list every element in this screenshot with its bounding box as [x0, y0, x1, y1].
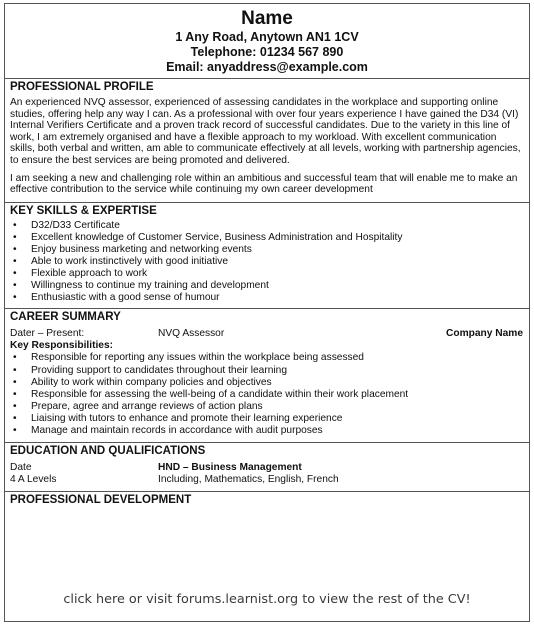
- telephone-line: Telephone: 01234 567 890: [190, 45, 344, 59]
- skill-item: • Flexible approach to work: [13, 268, 529, 280]
- responsibility-item: • Ability to work within company policies and objectives: [13, 377, 529, 389]
- responsibility-item: • Responsible for assessing the well-being of a candidate within their work placement: [13, 389, 529, 401]
- cv-header: [5, 8, 529, 75]
- education-qualification: HND – Business Management: [158, 462, 302, 474]
- education-item: 4 A Levels: [10, 474, 57, 486]
- responsibility-item: • Providing support to candidates throughout their learning: [13, 365, 529, 377]
- responsibility-item: • Prepare, agree and arrange reviews of action plans: [13, 401, 529, 413]
- profile-paragraph-2: I am seeking a new and challenging role within an ambitious and successful team that will enable me to make an effective contribution to the service while continuing my own career development: [10, 172, 518, 196]
- section-title-development: PROFESSIONAL DEVELOPMENT: [10, 494, 192, 507]
- career-job-row: [5, 328, 529, 340]
- cv-page: [4, 3, 530, 622]
- education-detail: Including, Mathematics, English, French: [158, 474, 339, 486]
- section-title-skills: KEY SKILLS & EXPERTISE: [10, 204, 157, 217]
- skill-item: • Able to work instinctively with good initiative: [13, 256, 529, 268]
- section-title-career: CAREER SUMMARY: [10, 311, 121, 324]
- section-title-education: EDUCATION AND QUALIFICATIONS: [10, 445, 206, 458]
- skill-item: • Excellent knowledge of Customer Service, Business Administration and Hospitality: [13, 232, 529, 244]
- skills-list: [5, 220, 529, 305]
- skill-item: • Enjoy business marketing and networking events: [13, 244, 529, 256]
- divider: [5, 202, 529, 203]
- skill-item: • Enthusiastic with a good sense of humour: [13, 292, 529, 304]
- responsibility-item: • Manage and maintain records in accordance with audit purposes: [13, 425, 529, 437]
- profile-paragraph-1: An experienced NVQ assessor, experienced of assessing candidates in the workplace and supporting online studies, offering help any way I can. As a professional with over four years experience I have gained the D34 (VI) Internal Verifiers Certificate and a proven track record of successful candidates. Due to the variety in this line of work, I am extremely organised and have a flexible approach to my workload. With excellent communication skills, both verbal and written, am able to communicate effectively at all levels, working with partnership agencies, to ensure the best services are being promoted and delivered.: [10, 97, 521, 166]
- job-company: Company Name: [446, 328, 523, 340]
- address-line: 1 Any Road, Anytown AN1 1CV: [175, 30, 359, 44]
- section-title-profile: PROFESSIONAL PROFILE: [10, 81, 154, 93]
- responsibilities-list: [5, 352, 529, 437]
- skill-item: • Willingness to continue my training and development: [13, 280, 529, 292]
- responsibility-item: • Liaising with tutors to enhance and promote their learning experience: [13, 413, 529, 425]
- job-role: NVQ Assessor: [158, 328, 225, 340]
- divider: [5, 308, 529, 309]
- divider: [5, 442, 529, 443]
- education-date: Date: [10, 462, 32, 474]
- view-rest-link[interactable]: click here or visit forums.learnist.org to view the rest of the CV!: [63, 592, 471, 607]
- responsibility-item: • Responsible for reporting any issues within the workplace being assessed: [13, 352, 529, 364]
- job-date: Dater – Present:: [10, 328, 85, 340]
- education-row: [5, 474, 529, 486]
- education-row: [5, 462, 529, 474]
- divider: [5, 78, 529, 79]
- skill-item: • D32/D33 Certificate: [13, 220, 529, 232]
- candidate-name: Name: [241, 8, 293, 29]
- responsibilities-label: Key Responsibilities:: [10, 340, 114, 352]
- email-line: Email: anyaddress@example.com: [166, 60, 368, 74]
- divider: [5, 491, 529, 492]
